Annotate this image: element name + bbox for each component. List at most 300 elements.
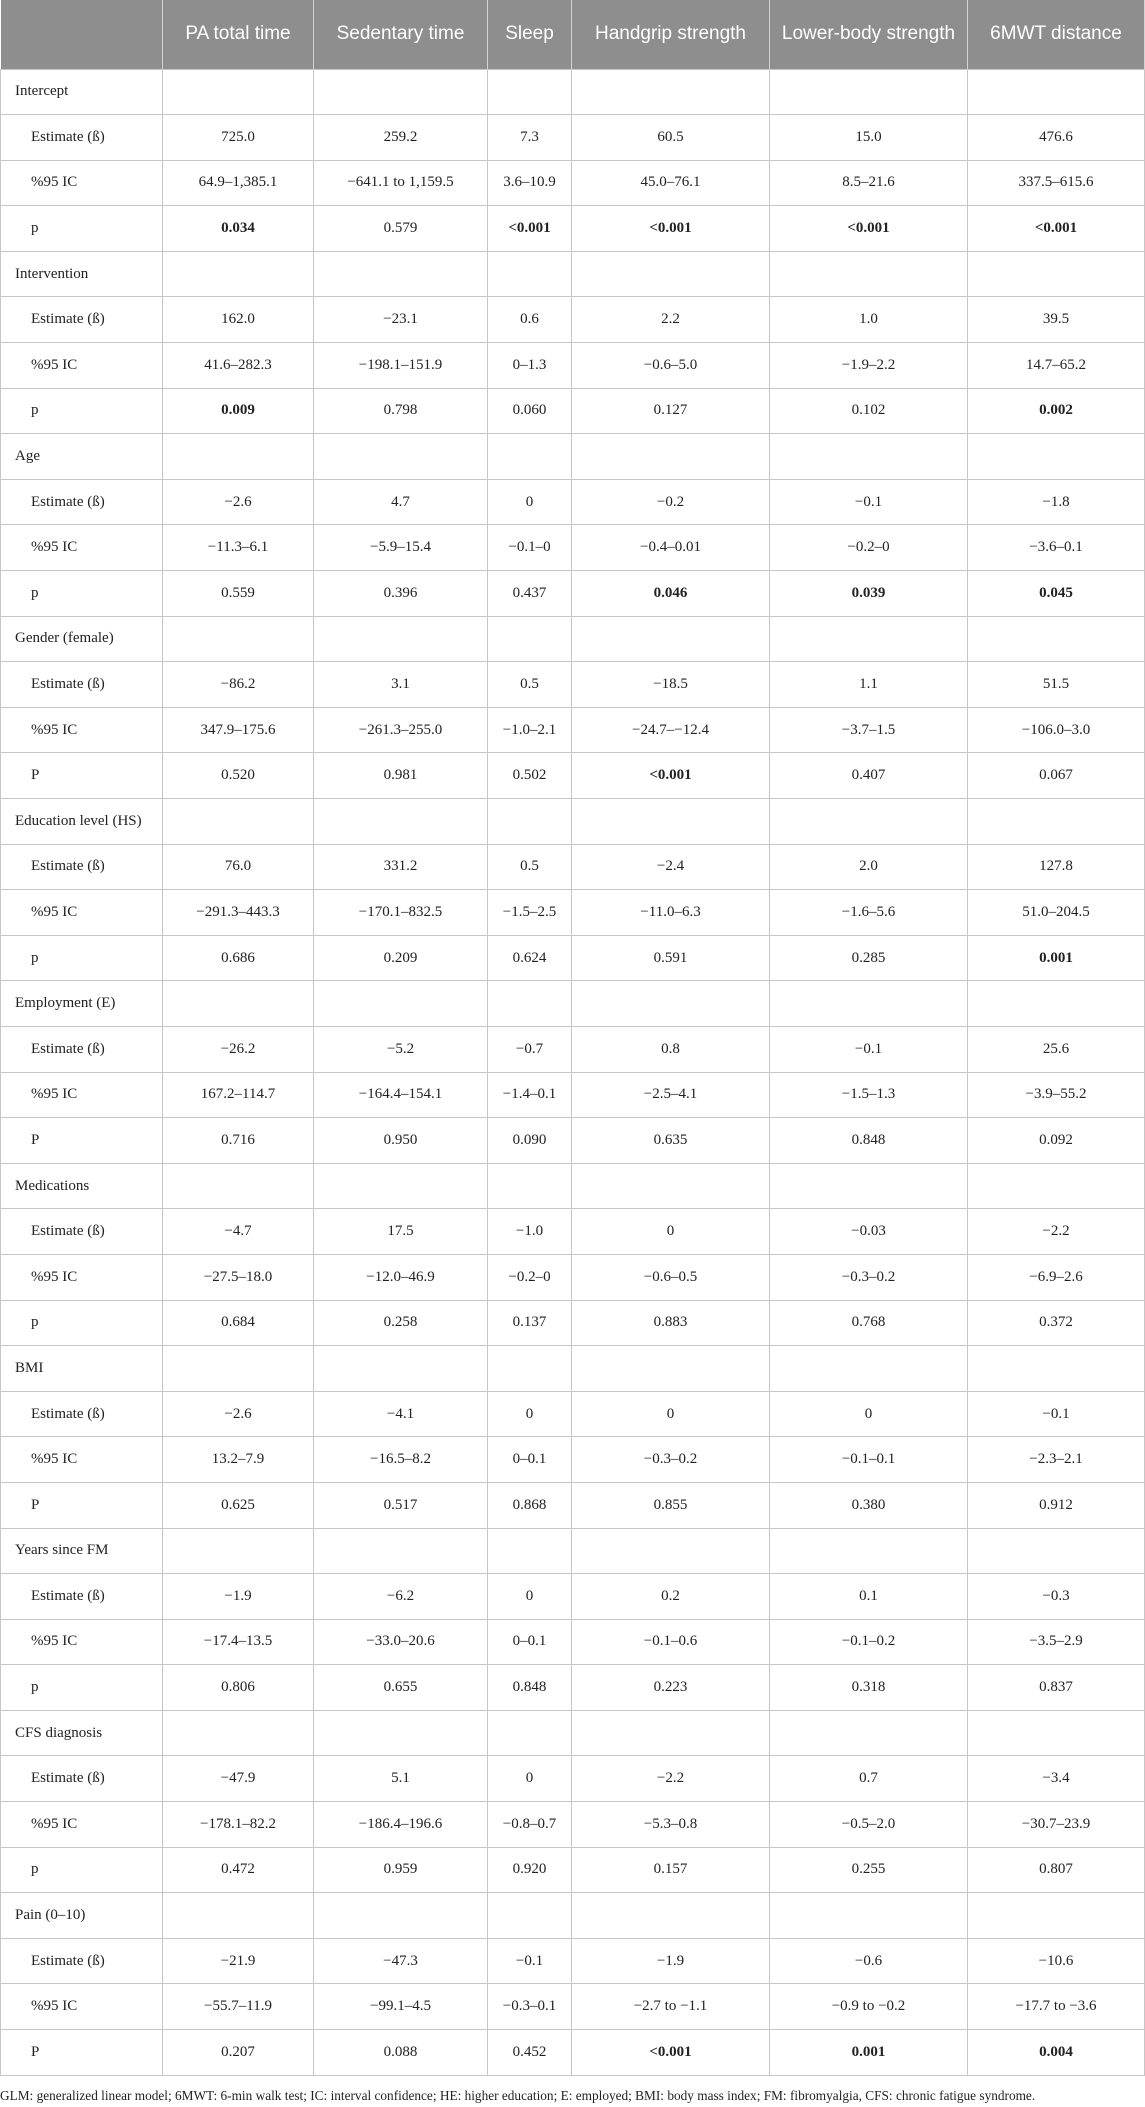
table-cell: 0.060 — [488, 388, 572, 434]
table-row — [1, 890, 1145, 936]
table-cell: 0.001 — [770, 2030, 968, 2076]
table-cell: −0.1 — [488, 1938, 572, 1984]
table-cell: <0.001 — [572, 206, 770, 252]
table-cell: 0.380 — [770, 1482, 968, 1528]
table-cell: 3.6–10.9 — [488, 160, 572, 206]
table-row — [1, 935, 1145, 981]
row-label: %95 IC — [1, 343, 163, 389]
table-cell: −0.9 to −0.2 — [770, 1984, 968, 2030]
empty-cell — [488, 1893, 572, 1939]
table-footnote: GLM: generalized linear model; 6MWT: 6-min walk test; IC: interval confidence; HE: higher education; E: employed; BMI: body mass index; FM: fibromyalgia, CFS: chronic fatigue syndrome. — [0, 2088, 1036, 2103]
table-row — [1, 1665, 1145, 1711]
empty-cell — [488, 1163, 572, 1209]
header-cell-handgrip-strength: Handgrip strength — [572, 0, 770, 69]
table-row — [1, 1482, 1145, 1528]
table-cell: 51.0–204.5 — [968, 890, 1145, 936]
table-cell: 14.7–65.2 — [968, 343, 1145, 389]
empty-cell — [968, 1893, 1145, 1939]
row-label: Estimate (ß) — [1, 844, 163, 890]
table-cell: 0.092 — [968, 1118, 1145, 1164]
section-row — [1, 616, 1145, 662]
row-label: %95 IC — [1, 1072, 163, 1118]
table-cell: 0.5 — [488, 662, 572, 708]
section-row — [1, 434, 1145, 480]
section-label: Gender (female) — [1, 616, 163, 662]
table-cell: 0.579 — [314, 206, 488, 252]
empty-cell — [163, 434, 314, 480]
table-cell: 0.686 — [163, 935, 314, 981]
table-cell: 0.520 — [163, 753, 314, 799]
table-cell: 25.6 — [968, 1026, 1145, 1072]
row-label: Estimate (ß) — [1, 1574, 163, 1620]
table-cell: −0.1–0.6 — [572, 1619, 770, 1665]
section-label: Intervention — [1, 251, 163, 297]
table-cell: −2.6 — [163, 1391, 314, 1437]
table-cell: 0–0.1 — [488, 1437, 572, 1483]
row-label: p — [1, 571, 163, 617]
row-label: Estimate (ß) — [1, 297, 163, 343]
section-row — [1, 1710, 1145, 1756]
table-cell: −1.9 — [572, 1938, 770, 1984]
table-cell: −291.3–443.3 — [163, 890, 314, 936]
table-cell: 0.848 — [770, 1118, 968, 1164]
table-body — [1, 69, 1145, 2075]
header-cell-label — [1, 0, 163, 69]
table-cell: −3.5–2.9 — [968, 1619, 1145, 1665]
table-cell: −47.3 — [314, 1938, 488, 1984]
section-row — [1, 1163, 1145, 1209]
table-cell: −2.3–2.1 — [968, 1437, 1145, 1483]
empty-cell — [163, 1710, 314, 1756]
table-row — [1, 1437, 1145, 1483]
empty-cell — [572, 1893, 770, 1939]
section-label: Medications — [1, 1163, 163, 1209]
table-cell: −6.2 — [314, 1574, 488, 1620]
table-cell: 0.981 — [314, 753, 488, 799]
table-cell: −18.5 — [572, 662, 770, 708]
table-row — [1, 1938, 1145, 1984]
table-row — [1, 206, 1145, 252]
table-cell: −1.5–2.5 — [488, 890, 572, 936]
table-cell: 0.472 — [163, 1847, 314, 1893]
table-cell: 331.2 — [314, 844, 488, 890]
empty-cell — [770, 1163, 968, 1209]
table-cell: −99.1–4.5 — [314, 1984, 488, 2030]
row-label: %95 IC — [1, 1437, 163, 1483]
table-cell: 0.684 — [163, 1300, 314, 1346]
table-cell: −24.7–−12.4 — [572, 707, 770, 753]
table-cell: 0 — [488, 479, 572, 525]
table-cell: 39.5 — [968, 297, 1145, 343]
empty-cell — [314, 799, 488, 845]
table-cell: 0.223 — [572, 1665, 770, 1711]
table-cell: 0–0.1 — [488, 1619, 572, 1665]
table-row — [1, 388, 1145, 434]
table-cell: −2.2 — [572, 1756, 770, 1802]
table-cell: −3.6–0.1 — [968, 525, 1145, 571]
section-label: Pain (0–10) — [1, 1893, 163, 1939]
table-cell: −2.5–4.1 — [572, 1072, 770, 1118]
table-cell: <0.001 — [770, 206, 968, 252]
empty-cell — [488, 799, 572, 845]
table-cell: −186.4–196.6 — [314, 1802, 488, 1848]
table-row — [1, 662, 1145, 708]
empty-cell — [314, 251, 488, 297]
table-cell: <0.001 — [572, 753, 770, 799]
row-label: Estimate (ß) — [1, 479, 163, 525]
table-cell: 337.5–615.6 — [968, 160, 1145, 206]
empty-cell — [163, 616, 314, 662]
empty-cell — [572, 799, 770, 845]
table-cell: −0.8–0.7 — [488, 1802, 572, 1848]
table-cell: 0.625 — [163, 1482, 314, 1528]
table-cell: 0.1 — [770, 1574, 968, 1620]
row-label: Estimate (ß) — [1, 662, 163, 708]
table-row — [1, 1802, 1145, 1848]
section-row — [1, 1528, 1145, 1574]
empty-cell — [770, 981, 968, 1027]
table-cell: −0.6–0.5 — [572, 1254, 770, 1300]
table-cell: 0.452 — [488, 2030, 572, 2076]
empty-cell — [572, 1346, 770, 1392]
table-cell: 0.7 — [770, 1756, 968, 1802]
empty-cell — [488, 69, 572, 115]
empty-cell — [968, 1346, 1145, 1392]
empty-cell — [572, 1528, 770, 1574]
header-row — [1, 0, 1145, 69]
table-cell: 0.088 — [314, 2030, 488, 2076]
table-cell: 0.046 — [572, 571, 770, 617]
table-cell: −0.3–0.2 — [770, 1254, 968, 1300]
table-cell: <0.001 — [968, 206, 1145, 252]
table-cell: −0.3 — [968, 1574, 1145, 1620]
table-cell: 0.883 — [572, 1300, 770, 1346]
table-cell: −1.0–2.1 — [488, 707, 572, 753]
table-cell: 0.912 — [968, 1482, 1145, 1528]
empty-cell — [314, 981, 488, 1027]
table-row — [1, 707, 1145, 753]
empty-cell — [163, 251, 314, 297]
row-label: p — [1, 1847, 163, 1893]
table-cell: 0.437 — [488, 571, 572, 617]
table-cell: 13.2–7.9 — [163, 1437, 314, 1483]
empty-cell — [968, 69, 1145, 115]
section-label: Education level (HS) — [1, 799, 163, 845]
table-cell: −10.6 — [968, 1938, 1145, 1984]
table-cell: 0.137 — [488, 1300, 572, 1346]
empty-cell — [572, 251, 770, 297]
empty-cell — [572, 69, 770, 115]
row-label: P — [1, 1482, 163, 1528]
table-cell: −6.9–2.6 — [968, 1254, 1145, 1300]
empty-cell — [968, 251, 1145, 297]
table-cell: 127.8 — [968, 844, 1145, 890]
table-row — [1, 343, 1145, 389]
row-label: %95 IC — [1, 707, 163, 753]
table-cell: −0.2–0 — [770, 525, 968, 571]
empty-cell — [968, 981, 1145, 1027]
table-cell: 3.1 — [314, 662, 488, 708]
table-cell: −33.0–20.6 — [314, 1619, 488, 1665]
section-label: Intercept — [1, 69, 163, 115]
table-cell: −11.3–6.1 — [163, 525, 314, 571]
empty-cell — [572, 616, 770, 662]
row-label: %95 IC — [1, 160, 163, 206]
table-row — [1, 479, 1145, 525]
empty-cell — [163, 1346, 314, 1392]
section-label: Years since FM — [1, 1528, 163, 1574]
empty-cell — [488, 434, 572, 480]
table-row — [1, 1756, 1145, 1802]
empty-cell — [163, 1528, 314, 1574]
section-row — [1, 1346, 1145, 1392]
empty-cell — [488, 1528, 572, 1574]
table-cell: −170.1–832.5 — [314, 890, 488, 936]
table-cell: 0.798 — [314, 388, 488, 434]
table-cell: 8.5–21.6 — [770, 160, 968, 206]
table-row — [1, 525, 1145, 571]
section-row — [1, 799, 1145, 845]
row-label: P — [1, 2030, 163, 2076]
row-label: p — [1, 388, 163, 434]
empty-cell — [968, 434, 1145, 480]
empty-cell — [572, 434, 770, 480]
table-cell: −30.7–23.9 — [968, 1802, 1145, 1848]
table-cell: −0.3–0.1 — [488, 1984, 572, 2030]
table-cell: 0 — [488, 1391, 572, 1437]
table-cell: −0.2–0 — [488, 1254, 572, 1300]
row-label: P — [1, 753, 163, 799]
header-cell-pa-total-time: PA total time — [163, 0, 314, 69]
table-header — [1, 0, 1145, 69]
row-label: Estimate (ß) — [1, 1938, 163, 1984]
row-label: %95 IC — [1, 890, 163, 936]
table-cell: 162.0 — [163, 297, 314, 343]
table-cell: 0 — [488, 1756, 572, 1802]
table-row — [1, 571, 1145, 617]
row-label: p — [1, 935, 163, 981]
empty-cell — [968, 799, 1145, 845]
table-cell: 76.0 — [163, 844, 314, 890]
table-row — [1, 1847, 1145, 1893]
table-cell: <0.001 — [572, 2030, 770, 2076]
table-cell: 0.807 — [968, 1847, 1145, 1893]
table-cell: 0.920 — [488, 1847, 572, 1893]
table-cell: 0.6 — [488, 297, 572, 343]
table-cell: −27.5–18.0 — [163, 1254, 314, 1300]
empty-cell — [488, 616, 572, 662]
table-cell: 0.502 — [488, 753, 572, 799]
table-cell: −0.4–0.01 — [572, 525, 770, 571]
table-row — [1, 1209, 1145, 1255]
table-cell: 0.5 — [488, 844, 572, 890]
empty-cell — [488, 251, 572, 297]
row-label: P — [1, 1118, 163, 1164]
table-cell: 0.517 — [314, 1482, 488, 1528]
empty-cell — [488, 1710, 572, 1756]
table-row — [1, 1391, 1145, 1437]
table-cell: −0.6–5.0 — [572, 343, 770, 389]
table-cell: 0.591 — [572, 935, 770, 981]
table-cell: −0.6 — [770, 1938, 968, 1984]
table-cell: 17.5 — [314, 1209, 488, 1255]
table-cell: 167.2–114.7 — [163, 1072, 314, 1118]
empty-cell — [163, 1893, 314, 1939]
table-cell: −0.1 — [770, 1026, 968, 1072]
row-label: p — [1, 1300, 163, 1346]
row-label: %95 IC — [1, 1802, 163, 1848]
empty-cell — [770, 251, 968, 297]
table-cell: −1.4–0.1 — [488, 1072, 572, 1118]
table-cell: 45.0–76.1 — [572, 160, 770, 206]
section-label: BMI — [1, 1346, 163, 1392]
table-cell: 0.372 — [968, 1300, 1145, 1346]
table-cell: 0 — [770, 1391, 968, 1437]
empty-cell — [770, 1346, 968, 1392]
header-cell-lower-body-strength: Lower-body strength — [770, 0, 968, 69]
empty-cell — [770, 1893, 968, 1939]
row-label: Estimate (ß) — [1, 1756, 163, 1802]
header-cell-6mwt-distance: 6MWT distance — [968, 0, 1145, 69]
table-cell: 1.1 — [770, 662, 968, 708]
table-cell: 0.102 — [770, 388, 968, 434]
table-cell: 0.768 — [770, 1300, 968, 1346]
header-cell-sedentary-time: Sedentary time — [314, 0, 488, 69]
table-cell: −0.1 — [770, 479, 968, 525]
table-cell: 0.950 — [314, 1118, 488, 1164]
table-cell: −1.5–1.3 — [770, 1072, 968, 1118]
empty-cell — [572, 981, 770, 1027]
table-cell: 0.855 — [572, 1482, 770, 1528]
table-cell: 0.559 — [163, 571, 314, 617]
table-cell: 725.0 — [163, 115, 314, 161]
table-row — [1, 115, 1145, 161]
table-cell: 0.002 — [968, 388, 1145, 434]
empty-cell — [770, 1528, 968, 1574]
table-cell: −0.1–0.2 — [770, 1619, 968, 1665]
table-cell: −5.3–0.8 — [572, 1802, 770, 1848]
table-cell: 0.318 — [770, 1665, 968, 1711]
table-cell: −1.0 — [488, 1209, 572, 1255]
table-cell: 0.407 — [770, 753, 968, 799]
table-cell: −198.1–151.9 — [314, 343, 488, 389]
row-label: %95 IC — [1, 525, 163, 571]
table-cell: −641.1 to 1,159.5 — [314, 160, 488, 206]
table-cell: 259.2 — [314, 115, 488, 161]
table-cell: −21.9 — [163, 1938, 314, 1984]
table-cell: −5.9–15.4 — [314, 525, 488, 571]
row-label: p — [1, 206, 163, 252]
empty-cell — [314, 1710, 488, 1756]
table-cell: 5.1 — [314, 1756, 488, 1802]
table-cell: −3.9–55.2 — [968, 1072, 1145, 1118]
table-cell: 0.396 — [314, 571, 488, 617]
table-cell: 7.3 — [488, 115, 572, 161]
table-cell: 0.001 — [968, 935, 1145, 981]
table-cell: 0.034 — [163, 206, 314, 252]
table-cell: −47.9 — [163, 1756, 314, 1802]
table-row — [1, 1026, 1145, 1072]
table-row — [1, 844, 1145, 890]
row-label: %95 IC — [1, 1254, 163, 1300]
table-cell: 0.868 — [488, 1482, 572, 1528]
table-cell: −5.2 — [314, 1026, 488, 1072]
table-cell: 0 — [488, 1574, 572, 1620]
row-label: p — [1, 1665, 163, 1711]
table-row — [1, 2030, 1145, 2076]
empty-cell — [314, 616, 488, 662]
table-row — [1, 1072, 1145, 1118]
section-row — [1, 1893, 1145, 1939]
table-cell: 0.045 — [968, 571, 1145, 617]
empty-cell — [572, 1163, 770, 1209]
empty-cell — [968, 1163, 1145, 1209]
section-row — [1, 251, 1145, 297]
table-cell: −3.7–1.5 — [770, 707, 968, 753]
section-label: Age — [1, 434, 163, 480]
section-label: CFS diagnosis — [1, 1710, 163, 1756]
empty-cell — [572, 1710, 770, 1756]
empty-cell — [770, 616, 968, 662]
row-label: %95 IC — [1, 1619, 163, 1665]
table-row — [1, 160, 1145, 206]
table-cell: 0.157 — [572, 1847, 770, 1893]
table-cell: 60.5 — [572, 115, 770, 161]
table-cell: −12.0–46.9 — [314, 1254, 488, 1300]
table-cell: 0.806 — [163, 1665, 314, 1711]
table-cell: −11.0–6.3 — [572, 890, 770, 936]
empty-cell — [163, 1163, 314, 1209]
table-row — [1, 297, 1145, 343]
empty-cell — [314, 1528, 488, 1574]
row-label: Estimate (ß) — [1, 1209, 163, 1255]
table-cell: −0.2 — [572, 479, 770, 525]
table-cell: −17.7 to −3.6 — [968, 1984, 1145, 2030]
table-cell: 0.258 — [314, 1300, 488, 1346]
empty-cell — [163, 799, 314, 845]
table-cell: −3.4 — [968, 1756, 1145, 1802]
table-cell: −26.2 — [163, 1026, 314, 1072]
empty-cell — [314, 69, 488, 115]
table-cell: 0.635 — [572, 1118, 770, 1164]
empty-cell — [314, 1346, 488, 1392]
table-cell: 0.039 — [770, 571, 968, 617]
table-cell: −164.4–154.1 — [314, 1072, 488, 1118]
table-cell: 0.2 — [572, 1574, 770, 1620]
table-cell: 476.6 — [968, 115, 1145, 161]
table-cell: 0.127 — [572, 388, 770, 434]
empty-cell — [770, 1710, 968, 1756]
table-cell: −0.7 — [488, 1026, 572, 1072]
section-label: Employment (E) — [1, 981, 163, 1027]
empty-cell — [488, 981, 572, 1027]
table-cell: 41.6–282.3 — [163, 343, 314, 389]
table-cell: −178.1–82.2 — [163, 1802, 314, 1848]
table-cell: 0.067 — [968, 753, 1145, 799]
table-cell: −1.6–5.6 — [770, 890, 968, 936]
table-cell: 4.7 — [314, 479, 488, 525]
table-cell: −0.5–2.0 — [770, 1802, 968, 1848]
table-cell: −0.3–0.2 — [572, 1437, 770, 1483]
table-cell: 0.848 — [488, 1665, 572, 1711]
table-cell: −0.1 — [968, 1391, 1145, 1437]
table-cell: −261.3–255.0 — [314, 707, 488, 753]
table-cell: 0.837 — [968, 1665, 1145, 1711]
empty-cell — [314, 434, 488, 480]
table-cell: 2.0 — [770, 844, 968, 890]
table-cell: −16.5–8.2 — [314, 1437, 488, 1483]
table-cell: 0.285 — [770, 935, 968, 981]
